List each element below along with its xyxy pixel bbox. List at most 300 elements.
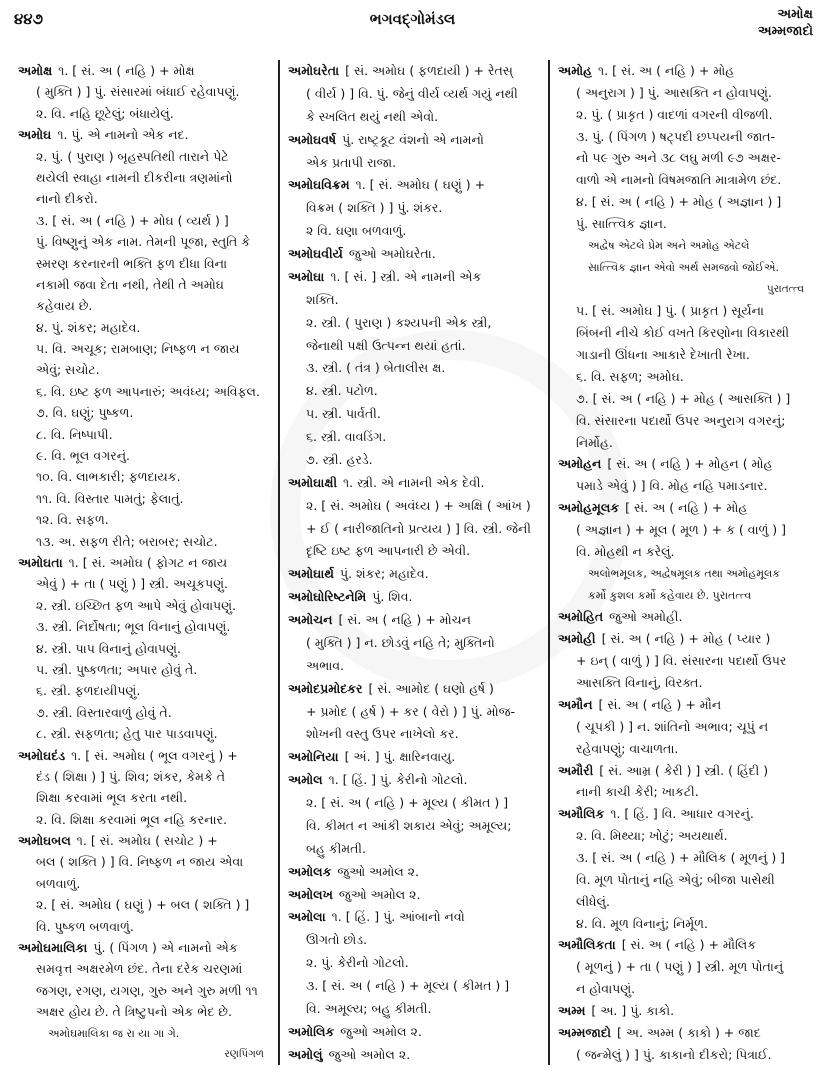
line-text: ( વીર્ય ) ] વિ. પું. જેનું વીર્ય વ્યર્થ ગયું નથી xyxy=(306,85,518,101)
line-text: પું. રાષ્ટ્રકૂટ વંશનો એ નામનો xyxy=(342,131,484,147)
definition-line xyxy=(18,447,270,464)
line-text: ૨. સ્ત્રી. ( પુરાણ ) કશ્યપની એક સ્ત્રી, xyxy=(306,314,492,330)
definition-line xyxy=(558,915,810,932)
line-text: નાની કાચી કેરી; ખાકટી. xyxy=(576,784,699,800)
definition-line xyxy=(558,390,810,407)
definition-line xyxy=(18,661,270,678)
definition-line xyxy=(288,337,540,354)
line-text: ૪. સ્ત્રી. પટોળ. xyxy=(306,383,378,399)
line-text: જગણ, રગણ, યગણ, ગુરુ અને ગુરુ મળી ૧૧ xyxy=(36,982,258,998)
definition-line xyxy=(558,521,810,538)
line-text: ૬. સ્ત્રી. વાવડિંગ. xyxy=(306,429,387,444)
line-text: ( અજ્ઞાન ) + મૂલ ( મૂળ ) + ક ( વાળું ) ] xyxy=(576,522,787,538)
line-text: ન હોવાપણું. xyxy=(576,981,636,997)
guide-word-first: અમોક્ષ xyxy=(777,7,813,22)
definition-line xyxy=(558,434,810,451)
line-text: પુરાતત્ત્વ xyxy=(766,282,804,295)
definition-line xyxy=(288,703,540,720)
line-text: ૫. [ સં. અમોઘ ] પું. ( પ્રાકૃત ) સૂર્યના xyxy=(576,303,764,319)
entry-line xyxy=(288,863,540,880)
line-text: એક પ્રતાપી રાજા. xyxy=(306,154,397,170)
definition-line xyxy=(288,725,540,742)
definition-line xyxy=(18,960,270,977)
line-text: ૧. [ હિં. ] પું. આંબાનો નવો xyxy=(331,909,465,925)
line-text: ૭. [ સં. અ ( નહિ ) + મોહ ( આસક્તિ ) ] xyxy=(576,390,791,406)
line-text: જુઓ અમોલ ૨. xyxy=(328,1046,411,1062)
headword: અમૌલિકતા xyxy=(558,937,616,953)
line-text: પું. સાત્ત્વિક જ્ઞાન. xyxy=(576,216,667,232)
definition-line xyxy=(558,324,810,341)
definition-line xyxy=(18,511,270,528)
column-3 xyxy=(548,60,818,1065)
headword: અમોઘવીર્ય xyxy=(288,246,343,261)
line-text: ૧૧. વિ. વિસ્તાર પામતું; ફેલાતું. xyxy=(36,490,184,506)
entry-line xyxy=(558,455,810,472)
line-text: [ સં. અ ( નહિ ) + મોચન xyxy=(338,612,471,627)
quotation-line xyxy=(558,259,810,276)
line-text: ૩. [ સં. અ ( નહિ ) + મોઘ ( વ્યર્થ ) ] xyxy=(36,212,229,228)
definition-line xyxy=(558,783,810,800)
line-text: ૪. વિ. મૂળ વિનાનું; નિર્મૂળ. xyxy=(576,915,708,931)
source-citation xyxy=(558,281,810,298)
line-text: ( અનુરાગ ) ] પું. આસક્તિ ન હોવાપણું. xyxy=(576,84,772,100)
line-text: પું. શિવ. xyxy=(372,589,413,605)
definition-line xyxy=(558,871,810,888)
line-text: થયેલી સ્વાહા નામની દીકરીના ત્રણમાંનો xyxy=(36,169,233,185)
line-text: ૩. [ સં. અ ( નહિ ) + મૌલિક ( મૂળનું ) ] xyxy=(576,849,786,865)
line-text: ૯. વિ. ભૂલ વગરનું. xyxy=(36,448,130,464)
line-text: રહેવાપણું; વાચાળતા. xyxy=(576,740,679,756)
definition-line xyxy=(558,718,810,735)
line-text: વિ. અમૂલ્ય; બહુ કીમતી. xyxy=(306,1000,432,1016)
definition-line xyxy=(18,618,270,635)
line-text: ૧. [ સં. અમોઘ ( ફોગટ ન જાય xyxy=(68,554,228,570)
line-text: વિ. કીમત ન આંકી શકાય એવું; અમૂલ્ય; xyxy=(306,817,512,833)
definition-line xyxy=(18,490,270,507)
dictionary-columns xyxy=(10,60,818,1065)
line-text: ૨. [ સં. અમોઘ ( ઘણું ) + બલ ( શક્તિ ) ] xyxy=(36,897,250,913)
line-text: [ અ. ] પું. કાકો. xyxy=(591,1002,675,1018)
page-header xyxy=(0,0,825,56)
definition-line xyxy=(558,302,810,319)
definition-line xyxy=(288,520,540,537)
definition-line xyxy=(18,918,270,935)
headword: અમોઘતા xyxy=(18,554,63,570)
line-text: પું. ( પિંગળ ) એ નામનો એક xyxy=(93,940,238,956)
line-text: ૨. સ્ત્રી. ઇચ્છિત ફળ આપે એવું હોવાપણું. xyxy=(36,597,237,613)
line-text: સ્મરણ કરનારની ભક્તિ ફળ દીધા વિના xyxy=(36,255,228,271)
definition-line xyxy=(288,314,540,331)
definition-line xyxy=(18,169,270,186)
definition-line xyxy=(18,725,270,742)
source-citation xyxy=(18,1046,270,1063)
line-text: ૧. [ સં. અમોઘ ( ઘણું ) + xyxy=(355,177,486,193)
line-text: ૧. [ સં. ] સ્ત્રી. એ નામની એક xyxy=(330,268,482,284)
running-title: ભગવદ્ગોમંડલ xyxy=(369,10,456,28)
line-text: અમોઘમાલિકા જ રા યા ગા ગે. xyxy=(48,1026,180,1040)
line-text: ૫. વિ. અચૂક; રામબાણ; નિષ્ફળ ન જાય xyxy=(36,341,240,357)
quotation-line xyxy=(18,1025,270,1042)
definition-line xyxy=(288,794,540,811)
line-text: [ અં. ] પું. ક્ષારિનવાયુ. xyxy=(344,749,456,765)
definition-line xyxy=(288,657,540,674)
headword: અમોઘ xyxy=(18,127,52,143)
line-text: કે સ્ખલિત થયું નથી એવો. xyxy=(306,108,439,124)
line-text: શક્તિ. xyxy=(306,291,339,307)
entry-line xyxy=(558,1024,810,1041)
line-text: વાળો એ નામનો વિષમજાતિ માત્રામેળ છંદ. xyxy=(576,172,782,188)
line-text: ૨. પું. ( પુરાણ ) બૃહસ્પતિથી તારાને પેટે xyxy=(36,148,229,164)
line-text: સમવૃત્ત અક્ષરમેળ છંદ. તેના દરેક ચરણમાં xyxy=(36,961,243,977)
headword: અમોલા xyxy=(288,909,326,925)
line-text: બલ ( શક્તિ ) ] વિ. નિષ્ફળ ન જાય એવા xyxy=(36,854,244,870)
definition-line xyxy=(558,543,810,560)
definition-line xyxy=(18,982,270,999)
headword: અમોઘદંડ xyxy=(18,747,66,763)
line-text: ૧. [ સં. અમોઘ ( સચોટ ) + xyxy=(76,833,218,849)
definition-line xyxy=(18,640,270,657)
line-text: ૧૦. વિ. લાભકારી; ફળદાયક. xyxy=(36,469,181,485)
entry-line xyxy=(288,268,540,285)
definition-line xyxy=(288,291,540,308)
entry-line xyxy=(288,131,540,148)
definition-line xyxy=(18,319,270,336)
line-text: [ સં. અ ( નહિ ) + મોહન ( મોહ xyxy=(607,456,773,472)
definition-line xyxy=(18,533,270,550)
line-text: ૧૨. વિ. સફળ. xyxy=(36,512,109,528)
definition-line xyxy=(18,789,270,806)
guide-words xyxy=(758,6,813,40)
definition-line xyxy=(288,497,540,514)
definition-line xyxy=(288,931,540,948)
definition-line xyxy=(558,740,810,757)
definition-line xyxy=(558,193,810,210)
entry-line xyxy=(288,886,540,903)
line-text: ૬. સ્ત્રી. ફળદાયીપણું. xyxy=(36,683,141,699)
line-text: અદ્વેષ એટલે પ્રેમ અને અમોહ એટલે xyxy=(588,238,750,252)
entry-line xyxy=(288,245,540,262)
entry-line xyxy=(288,474,540,491)
definition-line xyxy=(18,297,270,314)
definition-line xyxy=(18,233,270,250)
definition-line xyxy=(18,1003,270,1020)
line-text: ૧. [ સં. અ ( નહિ ) + મોહ xyxy=(598,63,735,78)
line-text: વિ. મોહથી ન કરેલું. xyxy=(576,543,675,559)
definition-line xyxy=(18,276,270,293)
headword: અમૌન xyxy=(558,696,593,712)
headword: અમોનિયા xyxy=(288,749,339,765)
line-text: ૫. સ્ત્રી. પુષ્કળતા; અપાર હોવું તે. xyxy=(36,661,198,677)
definition-line xyxy=(288,954,540,971)
headword: અમોઘાક્ષી xyxy=(288,474,338,490)
line-text: ૬. વિ. સફળ; અમોઘ. xyxy=(576,369,684,385)
line-text: શોખની વસ્તુ ઉપર નાખેલો કર. xyxy=(306,726,459,742)
definition-line xyxy=(558,477,810,494)
line-text: ૮. સ્ત્રી. સફળતા; હેતુ પાર પાડવાપણું. xyxy=(36,726,218,742)
line-text: ૨ વિ. ઘણા બળવાળું. xyxy=(306,223,407,239)
line-text: વિ. સંસારના પદાર્થો ઉપર અનુરાગ વગરનું; xyxy=(576,412,786,428)
entry-line xyxy=(288,565,540,582)
line-text: + ઈ ( નારીજાતિનો પ્રત્યય ) ] વિ. સ્ત્રી. જેની xyxy=(306,520,531,536)
headword: અમોઘા xyxy=(288,268,325,284)
line-text: લીધેલું. xyxy=(576,893,610,909)
definition-line xyxy=(18,875,270,892)
definition-line xyxy=(18,383,270,400)
entry-line xyxy=(18,939,270,956)
line-text: + ઇન્ ( વાળું ) ] વિ. સંસારના પદાર્થો ઉપર xyxy=(576,653,787,669)
line-text: [ સં. આમોદ ( ઘણો હર્ષ ) xyxy=(368,680,494,696)
line-text: ૮. વિ. નિષ્પાપી. xyxy=(36,426,113,442)
definition-line xyxy=(18,148,270,165)
line-text: ૪. પું. શંકર; મહાદેવ. xyxy=(36,319,141,335)
column-1 xyxy=(10,60,278,1065)
definition-line xyxy=(288,154,540,171)
line-text: [ સં. આમ્ર ( કેરી ) ] સ્ત્રી. ( હિંદી ) xyxy=(599,762,769,778)
definition-line xyxy=(288,634,540,651)
line-text: જુઓ અમોલ ૨. xyxy=(337,863,419,879)
entry-line xyxy=(288,62,540,79)
entry-line xyxy=(18,554,270,571)
definition-line xyxy=(18,255,270,272)
definition-line xyxy=(558,827,810,844)
line-text: કર્મો કુશલ કર્મો કહેવાય છે. પુરાતત્ત્વ xyxy=(588,588,752,602)
definition-line xyxy=(18,426,270,443)
column-2 xyxy=(278,60,548,1065)
quotation-line xyxy=(558,587,810,604)
entry-line xyxy=(288,680,540,697)
definition-line xyxy=(558,171,810,188)
line-text: પમાડે એવું ) ] વિ. મોહ નહિ પમાડનાર. xyxy=(576,478,768,494)
entry-line xyxy=(18,832,270,849)
line-text: ૪. [ સં. અ ( નહિ ) + મોહ ( અજ્ઞાન ) ] xyxy=(576,194,782,210)
entry-line xyxy=(288,588,540,605)
entry-line xyxy=(558,936,810,953)
definition-line xyxy=(558,1046,810,1063)
definition-line xyxy=(558,849,810,866)
definition-line xyxy=(288,405,540,422)
definition-line xyxy=(288,382,540,399)
definition-line xyxy=(18,190,270,207)
definition-line xyxy=(18,83,270,100)
headword: અમોહી xyxy=(558,631,596,647)
definition-line xyxy=(18,105,270,122)
line-text: જેનાથી પક્ષી ઉત્પન્ન થયાં હતાં. xyxy=(306,337,466,353)
definition-line xyxy=(558,368,810,385)
line-text: જુઓ અમોઘરેતા. xyxy=(348,246,436,261)
headword: અમોક્ષ xyxy=(18,63,53,78)
line-text: [ સં. અ ( નહિ ) + મોહ ( પ્યાર ) xyxy=(601,631,771,647)
definition-line xyxy=(18,811,270,828)
entry-line xyxy=(288,908,540,925)
headword: અમોલું xyxy=(288,1046,323,1062)
definition-line xyxy=(558,674,810,691)
headword: અમોઘવિક્રમ xyxy=(288,177,350,193)
line-text: વિ. પુષ્કળ બળવાળું. xyxy=(36,918,134,934)
line-text: વિક્રમ ( શક્તિ ) ] પું. શંકર. xyxy=(306,200,443,216)
line-text: ૧. સ્ત્રી. એ નામની એક દેવી. xyxy=(343,474,485,490)
line-text: ૭. સ્ત્રી. હરડે. xyxy=(306,451,373,467)
line-text: જુઓ અમોલ ૨. xyxy=(338,886,421,902)
entry-line xyxy=(558,62,810,79)
line-text: દંડ ( શિક્ષા ) ] પું. શિવ; શંકર, કેમકે તે xyxy=(36,768,226,784)
line-text: પું. વિષ્ણુનું એક નામ. તેમની પૂજા, સ્તુતિ કે xyxy=(36,234,251,250)
line-text: ૧. પું. એ નામનો એક નદ. xyxy=(57,127,189,143)
headword: અમૌલિક xyxy=(558,806,605,822)
entry-line xyxy=(18,62,270,79)
headword: અમોઘોરિષ્ટનેમિ xyxy=(288,589,367,605)
entry-line xyxy=(288,771,540,788)
line-text: ગાડાની ઊંધના આકારે દેખાતી રેખા. xyxy=(576,347,750,363)
headword: અમોહ xyxy=(558,63,593,78)
definition-line xyxy=(18,704,270,721)
entry-line xyxy=(288,748,540,765)
definition-line xyxy=(288,428,540,445)
definition-line xyxy=(18,212,270,229)
line-text: આસક્તિ વિનાનું, વિરક્ત. xyxy=(576,675,703,691)
line-text: ( મુક્તિ ) ] પું. સંસારમાં બંધાઈ રહેવાપણું. xyxy=(36,84,240,100)
headword: અમોલ xyxy=(288,772,323,788)
line-text: [ સં. અ ( નહિ ) + મૌન xyxy=(598,696,722,712)
line-text: શિક્ષા કરવામાં ભૂલ કરતા નથી. xyxy=(36,790,188,806)
headword: અમોઘરેતા xyxy=(288,63,340,78)
line-text: ૩. [ સં. અ ( નહિ ) + મૂલ્ય ( કીમત ) ] xyxy=(306,978,510,993)
definition-line xyxy=(288,977,540,994)
headword: અમોહિત xyxy=(558,609,604,625)
line-text: ૬. વિ. ઇષ્ટ ફળ આપનારું; અવંધ્ય; અવિફલ. xyxy=(36,383,260,399)
definition-line xyxy=(558,958,810,975)
headword: અમૌરી xyxy=(558,762,594,778)
line-text: સાત્ત્વિક જ્ઞાન એવો અર્થ સમજવો જોઈએ. xyxy=(588,260,780,274)
line-text: પું. શંકર; મહાદેવ. xyxy=(339,566,429,582)
line-text: ૨. [ સં. અ ( નહિ ) + મૂલ્ય ( કીમત ) ] xyxy=(306,795,509,810)
line-text: [ સં. અ ( નહિ ) + મૌલિક xyxy=(621,937,757,953)
headword: અમોઘવર્ષ xyxy=(288,131,337,147)
line-text: દૃષ્ટિ ઇષ્ટ ફળ આપનારી છે એવી. xyxy=(306,543,471,559)
definition-line xyxy=(18,361,270,378)
line-text: ૫. સ્ત્રી. પાર્વતી. xyxy=(306,406,381,422)
line-text: વિ. મૂળ પોતાનું નહિ એવું; બીજા પાસેથી xyxy=(576,871,775,887)
line-text: ૧. [ સં. અમોઘ ( ભૂલ વગરનું ) + xyxy=(71,747,238,763)
line-text: ૭. વિ. ઘણું; પુષ્કળ. xyxy=(36,405,134,421)
line-text: બહુ કીમતી. xyxy=(306,840,366,856)
definition-line xyxy=(18,468,270,485)
headword: અમોલખ xyxy=(288,886,333,902)
definition-line xyxy=(18,575,270,592)
line-text: અક્ષર હોય છે. તે ત્રિષ્ટુપનો એક ભેદ છે. xyxy=(36,1004,232,1020)
line-text: બિંબની નીચે કોઈ વખતે કિરણોના વિકારથી xyxy=(576,325,790,341)
definition-line xyxy=(18,597,270,614)
definition-line xyxy=(288,222,540,239)
entry-line xyxy=(288,176,540,193)
entry-line xyxy=(558,1002,810,1019)
definition-line xyxy=(288,199,540,216)
line-text: ૨. વિ. શિક્ષા કરવામાં ભૂલ નહિ કરનાર. xyxy=(36,811,227,827)
definition-line xyxy=(18,853,270,870)
line-text: જુઓ અમોહી. xyxy=(609,609,683,625)
headword: અમોચન xyxy=(288,612,333,627)
line-text: [ સં. અમોઘ ( ફળદાયી ) + રેતસ્ xyxy=(345,63,513,78)
entry-line xyxy=(558,762,810,779)
line-text: નાનો દીકરો. xyxy=(36,191,98,207)
line-text: કહેવાય છે. xyxy=(36,298,93,314)
quotation-line xyxy=(558,565,810,582)
headword: અમોઘબલ xyxy=(18,833,71,849)
entry-line xyxy=(288,611,540,628)
definition-line xyxy=(558,149,810,166)
line-text: ૩. સ્ત્રી. નિર્દોષતા; ભૂલ વિનાનું હોવાપણું. xyxy=(36,619,231,635)
definition-line xyxy=(558,412,810,429)
line-text: ( મૂળનું ) + તા ( પણું ) ] સ્ત્રી. મૂળ પોતાનું xyxy=(576,959,784,975)
line-text: ૭. સ્ત્રી. વિસ્તારવાળું હોવું તે. xyxy=(36,704,172,720)
entry-line xyxy=(288,1046,540,1063)
line-text: ( જન્મેલું ) ] પું. કાકાનો દીકરો; પિત્રાઈ. xyxy=(576,1046,772,1062)
headword: અમ્મજાદો xyxy=(558,1024,611,1040)
line-text: એવું ) + તા ( પણું ) ] સ્ત્રી. અચૂકપણું. xyxy=(36,576,228,592)
line-text: + પ્રમોદ ( હર્ષ ) + કર ( વેરો ) ] પું. મોજ- xyxy=(306,703,515,719)
line-text: નો ૫૯ ગુરુ અને ૩૮ લઘુ મળી ૯૭ અક્ષર- xyxy=(576,150,781,166)
line-text: [ અ. અમ્મ ( કાકો ) + જાદ xyxy=(616,1024,761,1040)
definition-line xyxy=(558,893,810,910)
entry-line xyxy=(558,499,810,516)
page-number: ૪૪૭ xyxy=(14,10,44,28)
line-text: રણપિંગળ xyxy=(224,1047,264,1060)
definition-line xyxy=(288,542,540,559)
line-text: અભાવ. xyxy=(306,657,345,673)
guide-word-last: અમ્મજાદો xyxy=(757,24,813,39)
definition-line xyxy=(558,652,810,669)
headword: અમોઘમાલિકા xyxy=(18,940,88,956)
line-text: ૨. પું. ( પ્રાકૃત ) વાદળાં વગરની વીજળી. xyxy=(576,106,773,122)
definition-line xyxy=(558,346,810,363)
line-text: જુઓ અમોલ ૨. xyxy=(340,1023,422,1039)
headword: અમોદપ્રમોદકર xyxy=(288,680,363,696)
line-text: ઊગતો છોડ. xyxy=(306,932,368,948)
definition-line xyxy=(18,682,270,699)
definition-line xyxy=(558,84,810,101)
line-text: ૧. [ સં. અ ( નહિ ) + મોક્ષ xyxy=(58,63,195,78)
definition-line xyxy=(288,1000,540,1017)
line-text: એવું; સચોટ. xyxy=(36,362,100,378)
line-text: ૩. પું. ( પિંગળ ) ષટ્પદી છપ્પયની જાત- xyxy=(576,128,776,144)
entry-line xyxy=(558,608,810,625)
definition-line xyxy=(288,817,540,834)
entry-line xyxy=(558,805,810,822)
line-text: ૧. [ હિં. ] વિ. આધાર વગરનું. xyxy=(610,806,754,822)
quotation-line xyxy=(558,237,810,254)
definition-line xyxy=(18,896,270,913)
definition-line xyxy=(558,215,810,232)
headword: અમોહન xyxy=(558,456,602,472)
line-text: ૨. [ સં. અમોઘ ( અવંધ્ય ) + અક્ષિ ( આંખ ) xyxy=(306,497,531,513)
line-text: ( મુક્તિ ) ] ન. છોડવું નહિ તે; મુક્તિનો xyxy=(306,634,495,650)
line-text: નકામી જવા દેતા નથી, તેથી તે અમોઘ xyxy=(36,276,224,292)
entry-line xyxy=(558,696,810,713)
definition-line xyxy=(288,840,540,857)
entry-line xyxy=(18,747,270,764)
definition-line xyxy=(558,128,810,145)
headword: અમોઘાર્થ xyxy=(288,566,334,582)
definition-line xyxy=(288,85,540,102)
line-text: [ સં. અ ( નહિ ) + મોહ xyxy=(625,500,748,516)
line-text: ૧૩. અ. સફળ રીતે; બરાબર; સચોટ. xyxy=(36,533,218,549)
line-text: ૨. પું. કેરીનો ગોટલો. xyxy=(306,955,409,971)
headword: અમ્મ xyxy=(558,1002,586,1018)
line-text: અલોભમૂલક, અદ્વેષમૂલક તથા અમોહમૂલક xyxy=(588,566,781,580)
line-text: ૨. વિ. મિથ્યા; ખોટું; અયથાર્થ. xyxy=(576,828,728,844)
line-text: ૪. સ્ત્રી. પાપ વિનાનું હોવાપણું. xyxy=(36,640,181,656)
headword: અમોલિક xyxy=(288,1023,335,1039)
definition-line xyxy=(288,451,540,468)
